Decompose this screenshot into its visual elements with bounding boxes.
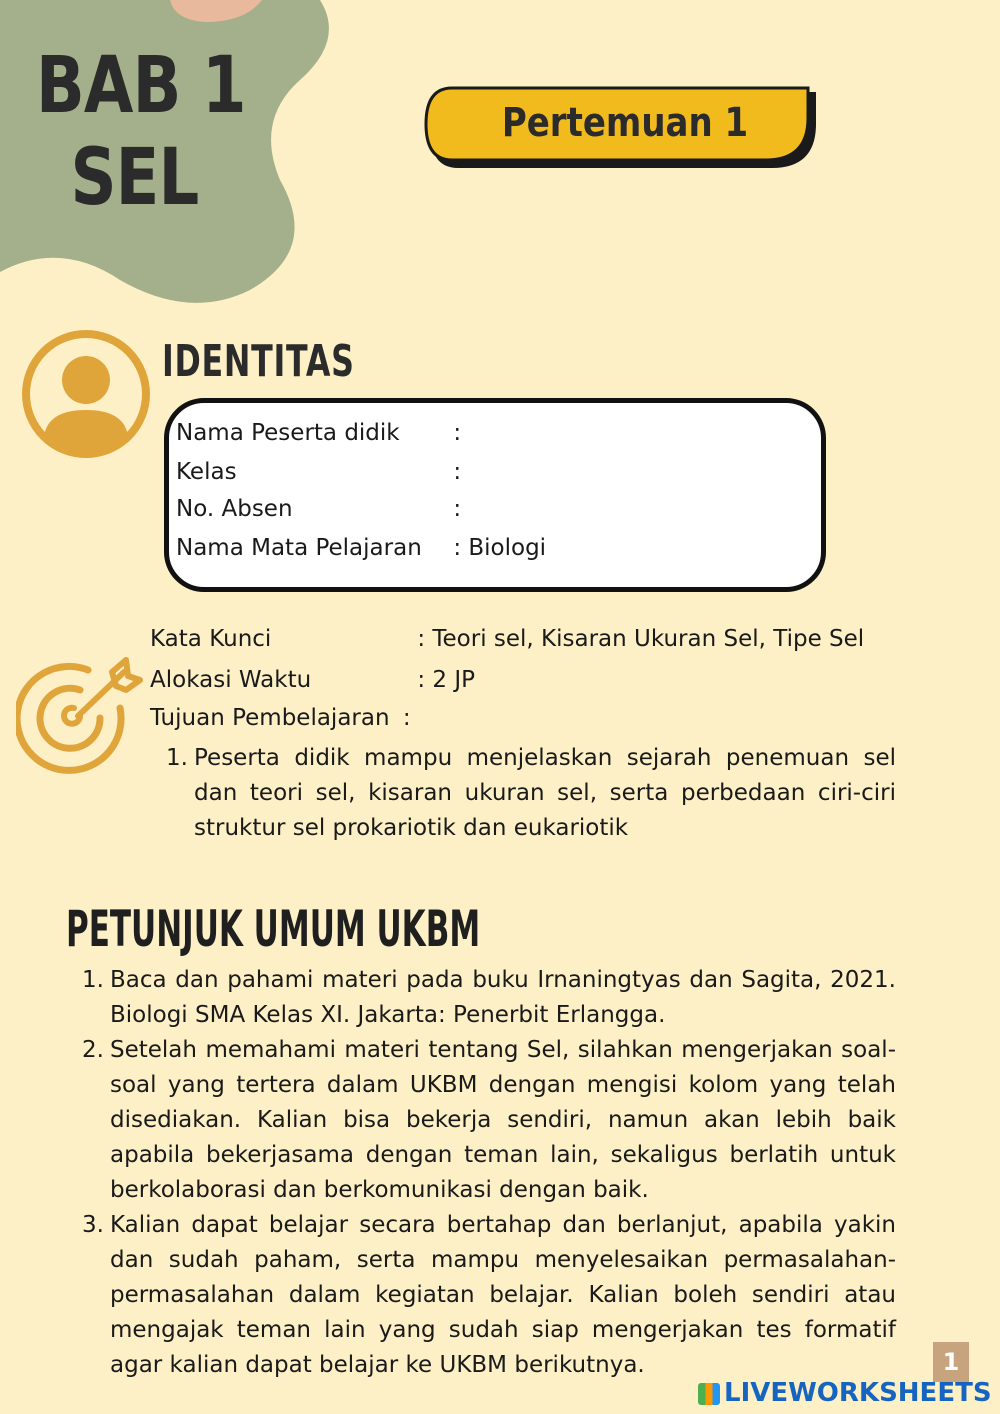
identity-row-class (176, 459, 461, 485)
list-item (82, 1208, 896, 1383)
identity-row-subject (176, 535, 546, 561)
chapter-number: BAB 1 (36, 41, 246, 131)
time-allocation-label: Alokasi Waktu (150, 667, 312, 693)
list-item (82, 1033, 896, 1208)
learning-goal-row (150, 705, 411, 731)
identity-row-absen (176, 496, 461, 522)
list-number: 1. (82, 967, 104, 993)
keywords-value: : Teori sel, Kisaran Ukuran Sel, Tipe Sel (417, 626, 865, 652)
list-text: Peserta didik mampu menjelaskan sejarah penemuan sel dan teori sel, kisaran ukuran sel, serta perbedaan ciri-ciri struktur sel prokariotik dan eukariotik (194, 745, 896, 841)
chapter-name: SEL (70, 133, 199, 223)
list-number: 3. (82, 1212, 104, 1238)
identity-value: : (453, 459, 462, 485)
identity-value: : Biologi (453, 535, 547, 561)
time-allocation-value: : 2 JP (417, 667, 475, 693)
list-text: Kalian dapat belajar secara bertahap dan berlanjut, apabila yakin dan sudah paham, serta mampu menyelesaikan permasalahan-permasalahan dalam kegiatan belajar. Kalian boleh sendiri atau mengajak teman lain yang sudah siap mengerjakan tes formatif agar kalian dapat belajar ke UKBM berikutnya. (110, 1212, 896, 1378)
identity-label: Nama Peserta didik (176, 420, 400, 446)
identity-label: No. Absen (176, 496, 293, 522)
instructions-list (82, 963, 896, 1383)
list-item (82, 963, 896, 1033)
page-number: 1 (933, 1342, 969, 1382)
brand-text: LIVEWORKSHEETS (724, 1378, 992, 1408)
identity-value: : (453, 496, 462, 522)
learning-goal-list (166, 741, 896, 846)
chapter-title (36, 40, 246, 224)
list-number: 1. (166, 745, 188, 771)
list-text: Setelah memahami materi tentang Sel, silahkan mengerjakan soal-soal yang tertera dalam UKBM dengan mengisi kolom yang telah disediakan. Kalian bisa bekerja sendiri, namun akan lebih baik apabila bekerjasama dengan teman lain, sekaligus berlatih untuk berkolaborasi dan berkomunikasi dengan baik. (110, 1037, 896, 1203)
identity-label: Nama Mata Pelajaran (176, 535, 422, 561)
identity-row-name (176, 420, 461, 446)
list-number: 2. (82, 1037, 104, 1063)
keywords-row (150, 626, 864, 652)
learning-goal-label: Tujuan Pembelajaran (150, 705, 390, 731)
liveworksheets-logo[interactable] (698, 1378, 992, 1408)
list-item (166, 741, 896, 846)
instructions-heading: PETUNJUK UMUM UKBM (66, 900, 481, 958)
target-icon (16, 656, 146, 786)
list-text: Baca dan pahami materi pada buku Irnaningtyas dan Sagita, 2021. Biologi SMA Kelas XI. Jakarta: Penerbit Erlangga. (110, 967, 896, 1028)
user-avatar-icon (18, 330, 154, 466)
liveworksheets-icon (698, 1383, 720, 1405)
time-allocation-row (150, 667, 475, 693)
identity-label: Kelas (176, 459, 237, 485)
learning-goal-colon: : (402, 705, 411, 731)
keywords-label: Kata Kunci (150, 626, 272, 652)
identity-value: : (453, 420, 462, 446)
meeting-label: Pertemuan 1 (501, 100, 749, 146)
identity-heading: IDENTITAS (162, 336, 355, 387)
